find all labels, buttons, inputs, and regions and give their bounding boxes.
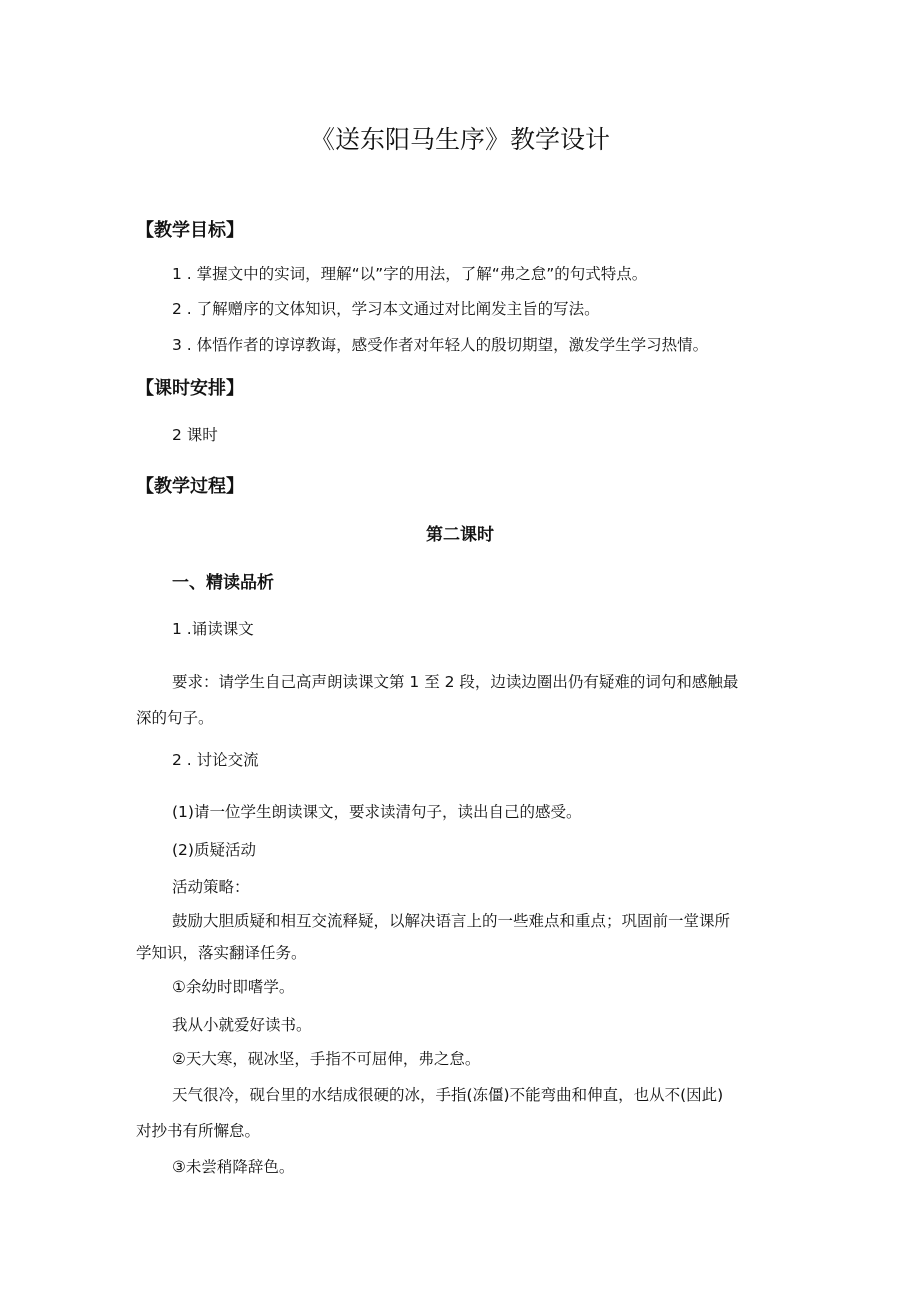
goal-item: 3 . 体悟作者的谆谆教诲，感受作者对年轻人的殷切期望，激发学生学习热情。 [172,336,709,354]
paragraph-line: 深的句子。 [136,709,214,727]
part-title: 一、精读品析 [172,573,274,593]
list-item: (2)质疑活动 [172,841,256,859]
goal-item: 2 . 了解赠序的文体知识，学习本文通过对比阐发主旨的写法。 [172,300,600,318]
schedule-value: 2 课时 [172,426,218,444]
example-sentence: ②天大寒，砚冰坚，手指不可屈伸，弗之怠。 [172,1050,481,1068]
example-sentence: ③未尝稍降辞色。 [172,1158,295,1176]
example-translation: 对抄书有所懈怠。 [136,1122,261,1140]
section-heading-schedule: 【课时安排】 [136,378,244,399]
step-title: 2 . 讨论交流 [172,751,259,769]
example-sentence: ①余幼时即嗜学。 [172,978,295,996]
section-heading-goals: 【教学目标】 [136,220,244,241]
example-translation: 我从小就爱好读书。 [172,1016,312,1034]
example-translation: 天气很冷，砚台里的水结成很硬的冰，手指(冻僵)不能弯曲和伸直，也从不(因此) [172,1086,724,1104]
paragraph-line: 学知识，落实翻译任务。 [136,944,307,962]
paragraph-line: 鼓励大胆质疑和相互交流释疑，以解决语言上的一些难点和重点；巩固前一堂课所 [172,912,731,930]
goal-item: 1 . 掌握文中的实词，理解“以”字的用法，了解“弗之怠”的句式特点。 [172,265,648,283]
strategy-label: 活动策略： [172,878,250,896]
paragraph-line: 要求：请学生自己高声朗读课文第 1 至 2 段，边读边圈出仍有疑难的词句和感触最 [172,673,739,691]
step-title: 1 .诵读课文 [172,620,254,638]
list-item: (1)请一位学生朗读课文，要求读清句子，读出自己的感受。 [172,803,582,821]
section-heading-process: 【教学过程】 [136,476,244,497]
lesson-title: 第二课时 [426,525,494,545]
document-title: 《送东阳马生序》教学设计 [309,125,610,154]
